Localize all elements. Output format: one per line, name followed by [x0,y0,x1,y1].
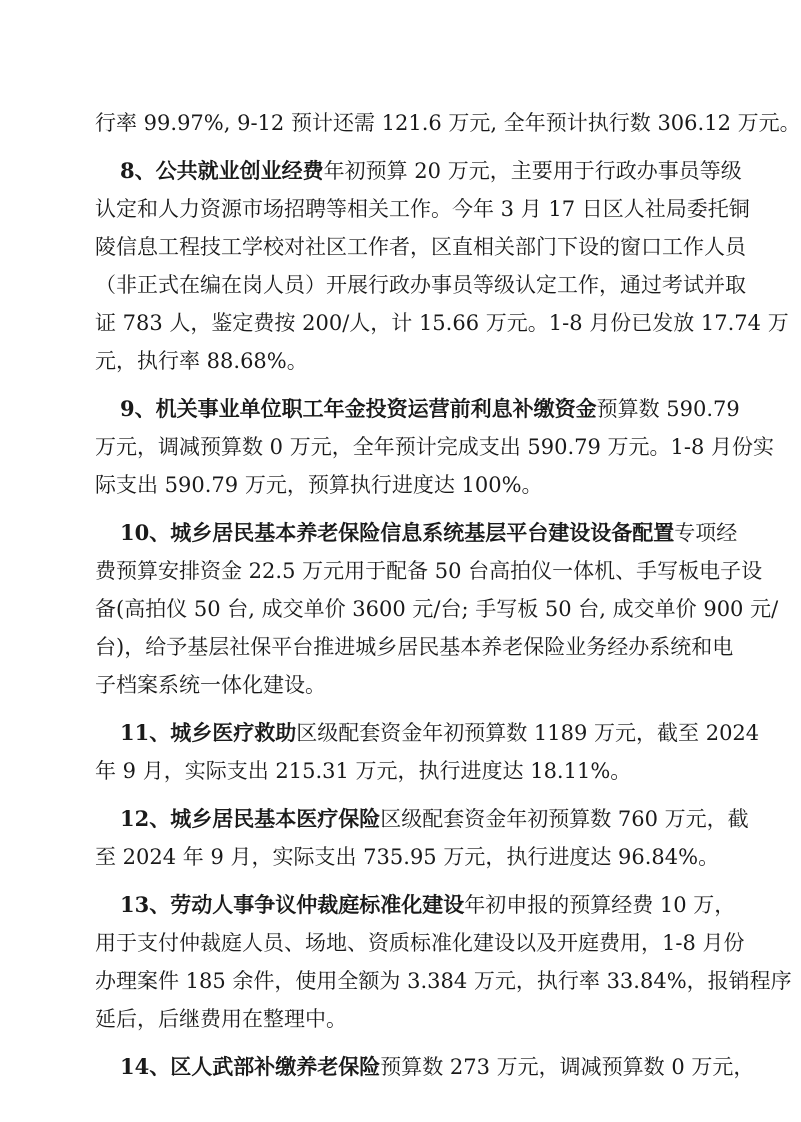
text-line [95,590,779,628]
section-heading: 8、公共就业创业经费 [120,158,324,183]
text-line [95,752,706,790]
text-line [95,466,706,504]
line-text: 费预算安排资金 22.5 万元用于配备 50 台高拍仪一体机、手写板电子设 [95,559,763,583]
line-text: 办理案件 185 余件，使用全额为 3.384 万元，执行率 33.84%，报销程序 [95,969,792,993]
line-text: 备(高拍仪 50 台, 成交单价 3600 元/台; 手写板 50 台, 成交单价 900 元/ [95,597,779,621]
text-line [95,228,746,266]
line-text: 至 2024 年 9 月，实际支出 735.95 万元，执行进度达 96.84%。 [95,845,720,869]
section-heading: 10、城乡居民基本养老保险信息系统基层平台建设设备配置 [120,520,675,545]
line-text: 台)，给予基层社保平台推进城乡居民基本养老保险业务经办系统和电 [95,635,734,659]
text-line [95,390,740,428]
line-text: 万元，调减预算数 0 万元，全年预计完成支出 590.79 万元。1-8 月份实 [95,435,775,459]
paragraph [95,152,789,380]
paragraph [95,514,779,704]
paragraph [95,1048,755,1086]
line-text: （非正式在编在岗人员）开展行政办事员等级认定工作，通过考试并取 [95,273,746,297]
section-heading: 9、机关事业单位职工年金投资运营前利息补缴资金 [120,396,597,421]
text-line [95,428,775,466]
section-heading: 14、区人武部补缴养老保险 [120,1054,381,1079]
line-text: 年 9 月，实际支出 215.31 万元，执行进度达 18.11%。 [95,759,632,783]
line-text: 专项经 [674,521,738,545]
text-line [95,1048,755,1086]
text-line [95,714,760,752]
line-text: 区级配套资金年初预算数 760 万元，截 [380,807,749,831]
text-line [95,666,706,704]
line-text: 认定和人力资源市场招聘等相关工作。今年 3 月 17 日区人社局委托铜 [95,197,750,221]
text-line [95,304,789,342]
text-line [95,838,720,876]
paragraph [95,390,775,504]
line-text: 际支出 590.79 万元，预算执行进度达 100%。 [95,473,543,497]
line-text: 子档案系统一体化建设。 [95,673,326,697]
text-line [95,342,706,380]
document-body [95,104,801,1096]
text-line [95,924,745,962]
text-line [95,552,763,590]
line-text: 用于支付仲裁庭人员、场地、资质标准化建设以及开庭费用，1-8 月份 [95,931,745,955]
text-line [95,962,792,1000]
line-text: 年初申报的预算经费 10 万， [464,893,736,917]
line-text: 行率 99.97%, 9-12 预计还需 121.6 万元, 全年预计执行数 306.12 万元。 [95,111,801,135]
text-line [95,266,746,304]
paragraph [95,104,801,142]
section-heading: 13、劳动人事争议仲裁庭标准化建设 [120,892,465,917]
text-line [95,104,801,142]
text-line [95,514,738,552]
text-line [95,152,742,190]
line-text: 年初预算 20 万元，主要用于行政办事员等级 [323,159,742,183]
text-line [95,886,736,924]
text-line [95,800,749,838]
text-line [95,628,734,666]
line-text: 元，执行率 88.68%。 [95,349,308,373]
section-heading: 12、城乡居民基本医疗保险 [120,806,381,831]
paragraph [95,886,792,1038]
section-heading: 11、城乡医疗救助 [120,720,297,745]
text-line [95,1000,706,1038]
line-text: 陵信息工程技工学校对社区工作者，区直相关部门下设的窗口工作人员 [95,235,746,259]
line-text: 延后，后继费用在整理中。 [95,1007,347,1031]
paragraph [95,800,749,876]
text-line [95,190,750,228]
line-text: 预算数 273 万元，调减预算数 0 万元， [380,1055,755,1079]
paragraph [95,714,760,790]
line-text: 证 783 人，鉴定费按 200/人，计 15.66 万元。1-8 月份已发放 17.74 万 [95,311,789,335]
line-text: 预算数 590.79 [596,397,740,421]
line-text: 区级配套资金年初预算数 1189 万元，截至 2024 [296,721,760,745]
